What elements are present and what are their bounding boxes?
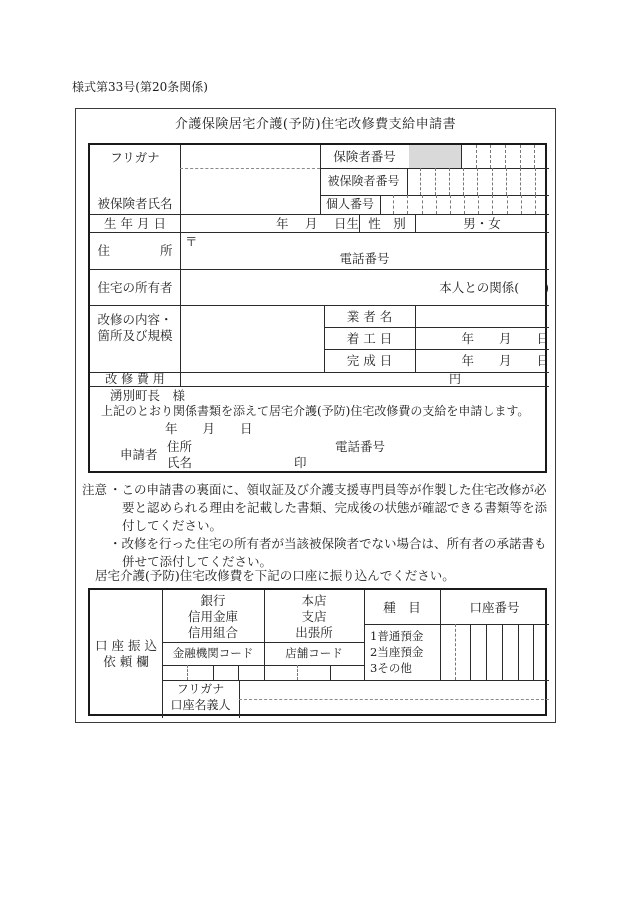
house-owner-label: 住宅の所有者 <box>97 279 173 295</box>
sex-value[interactable]: 男・女 <box>463 215 501 231</box>
sex-label: 性 別 <box>368 215 406 231</box>
insured-number-cells[interactable] <box>407 168 549 195</box>
insurer-number-label: 保険者番号 <box>333 149 396 164</box>
account-type-current[interactable]: 2当座預金 <box>370 645 424 659</box>
digit-cell[interactable] <box>407 195 421 214</box>
digit-cell[interactable] <box>464 195 478 214</box>
renovation-cost-label: 改 修 費 用 <box>105 371 165 386</box>
digit-cell[interactable] <box>470 624 486 680</box>
digit-cell[interactable] <box>455 624 471 680</box>
account-type-options[interactable] <box>370 628 438 676</box>
digit-cell[interactable] <box>492 195 506 214</box>
digit-cell[interactable] <box>535 168 549 195</box>
renovation-detail-input-area[interactable] <box>181 306 323 371</box>
digit-cell[interactable] <box>330 665 364 680</box>
form-number: 様式第33号(第20条関係) <box>72 80 208 94</box>
completion-date-value[interactable]: 年 月 日 <box>461 353 549 368</box>
digit-cell[interactable] <box>535 195 549 214</box>
postal-mark: 〒 <box>185 233 198 249</box>
completion-date-label: 完 成 日 <box>346 353 393 368</box>
digit-cell[interactable] <box>407 168 420 195</box>
branch-code-label: 店舗コード <box>285 645 343 660</box>
digit-cell[interactable] <box>297 665 331 680</box>
account-number-cells[interactable] <box>440 624 549 680</box>
note-1: ・この申請書の裏面に、領収証及び介護支援専門員等が作製した住宅改修が必要と認められる理由を記載した書類、完成後の状態が確認できる書類等を添付してください。 <box>109 482 548 533</box>
renovation-label-line2: 箇所及び規模 <box>97 328 173 343</box>
renovation-label-line1: 改修の内容・ <box>97 312 173 327</box>
digit-cell[interactable] <box>420 168 434 195</box>
branch-type-branch: 支店 <box>301 609 327 624</box>
digit-cell[interactable] <box>520 168 534 195</box>
digit-cell[interactable] <box>162 665 187 680</box>
birthdate-value[interactable]: 年 月 日生 <box>276 215 359 231</box>
digit-cell[interactable] <box>518 624 534 680</box>
caution-label: 注意 <box>82 482 108 497</box>
digit-cell[interactable] <box>533 624 549 680</box>
seal-mark: 印 <box>294 454 307 470</box>
digit-cell[interactable] <box>435 168 449 195</box>
form-title: 介護保険居宅介護(予防)住宅改修費支給申請書 <box>174 117 457 132</box>
digit-cell[interactable] <box>492 168 506 195</box>
digit-cell[interactable] <box>264 665 297 680</box>
digit-cell[interactable] <box>440 624 455 680</box>
digit-cell[interactable] <box>449 168 463 195</box>
digit-cell[interactable] <box>462 145 476 168</box>
digit-cell[interactable] <box>238 665 264 680</box>
digit-cell[interactable] <box>213 665 239 680</box>
bank-code-label: 金融機関コード <box>172 645 254 660</box>
bank-type-bank: 銀行 <box>200 593 226 608</box>
digit-cell[interactable] <box>534 145 549 168</box>
digit-cell[interactable] <box>450 195 464 214</box>
digit-cell[interactable] <box>393 195 407 214</box>
applicant-address-label: 住所 <box>167 438 193 454</box>
bank-code-cells[interactable] <box>162 665 264 680</box>
account-type-other[interactable]: 3その他 <box>370 661 412 675</box>
birthdate-label: 生 年 月 日 <box>104 215 166 231</box>
transfer-request-label <box>90 638 162 670</box>
owner-relation-value[interactable]: 本人との関係( ) <box>439 279 549 295</box>
personal-number-cells[interactable] <box>380 195 549 214</box>
digit-cell[interactable] <box>187 665 213 680</box>
digit-cell[interactable] <box>505 145 520 168</box>
renovation-label <box>90 312 180 344</box>
digit-cell[interactable] <box>476 145 491 168</box>
digit-cell[interactable] <box>506 168 520 195</box>
digit-cell[interactable] <box>477 168 491 195</box>
contractor-label: 業 者 名 <box>346 308 393 324</box>
start-date-value[interactable]: 年 月 日 <box>461 330 549 346</box>
digit-cell[interactable] <box>490 145 505 168</box>
holder-name-label: 口座名義人 <box>170 698 231 713</box>
holder-furigana-label: フリガナ <box>176 682 225 697</box>
personal-number-label: 個人番号 <box>325 197 374 212</box>
digit-cell[interactable] <box>422 195 436 214</box>
account-type-label: 種 目 <box>383 599 421 615</box>
applicant-label: 申請者 <box>120 446 158 462</box>
digit-cell[interactable] <box>520 145 535 168</box>
branch-type-head: 本店 <box>301 593 327 608</box>
application-statement: 上記のとおり関係書類を添えて居宅介護(予防)住宅改修費の支給を申請します。 <box>101 403 530 418</box>
digit-cell[interactable] <box>486 624 502 680</box>
insured-name-label: 被保険者氏名 <box>97 196 173 211</box>
digit-cell[interactable] <box>478 195 492 214</box>
address-label: 住 所 <box>97 243 173 258</box>
insured-name-input-area[interactable] <box>181 146 319 213</box>
holder-name-input-area[interactable] <box>240 681 548 717</box>
account-number-label: 口座番号 <box>469 599 520 615</box>
branch-type-options <box>264 593 364 641</box>
branch-code-cells[interactable] <box>264 665 364 680</box>
transfer-request-label-line1: 口 座 振 込 <box>95 638 157 653</box>
application-date[interactable]: 年 月 日 <box>165 420 253 436</box>
note-2: ・改修を行った住宅の所有者が当該被保険者でない場合は、所有者の承諾書も併せて添付してください。 <box>109 536 547 569</box>
cost-input-area[interactable] <box>181 373 441 385</box>
digit-cell[interactable] <box>507 195 521 214</box>
digit-cell[interactable] <box>436 195 450 214</box>
branch-type-suboffice: 出張所 <box>295 625 333 640</box>
furigana-label: フリガナ <box>110 149 160 165</box>
contractor-input-area[interactable] <box>416 306 548 326</box>
insured-number-label: 被保険者番号 <box>327 174 400 189</box>
transfer-instruction: 居宅介護(予防)住宅改修費を下記の口座に振り込んでください。 <box>95 568 455 583</box>
notes-section <box>82 481 550 571</box>
bank-type-union: 信用組合 <box>187 625 238 640</box>
applicant-name-label: 氏名 <box>167 454 193 470</box>
digit-cell[interactable] <box>463 168 477 195</box>
applicant-phone-label: 電話番号 <box>335 438 386 454</box>
start-date-label: 着 工 日 <box>346 330 393 346</box>
bank-type-shinkin: 信用金庫 <box>187 609 238 624</box>
digit-cell[interactable] <box>521 195 535 214</box>
digit-cell[interactable] <box>380 195 393 214</box>
digit-cell[interactable] <box>502 624 518 680</box>
transfer-request-label-line2: 依 頼 欄 <box>103 654 149 669</box>
bank-transfer-table <box>88 588 547 716</box>
insurer-number-cells[interactable] <box>409 145 549 168</box>
cost-unit: 円 <box>448 371 461 386</box>
phone-label: 電話番号 <box>339 250 390 266</box>
account-type-ordinary[interactable]: 1普通預金 <box>370 629 424 643</box>
insurer-number-shaded-cell <box>409 145 462 168</box>
addressee: 湧別町長 様 <box>110 387 186 403</box>
bank-type-options <box>162 593 264 641</box>
main-table <box>88 143 547 473</box>
